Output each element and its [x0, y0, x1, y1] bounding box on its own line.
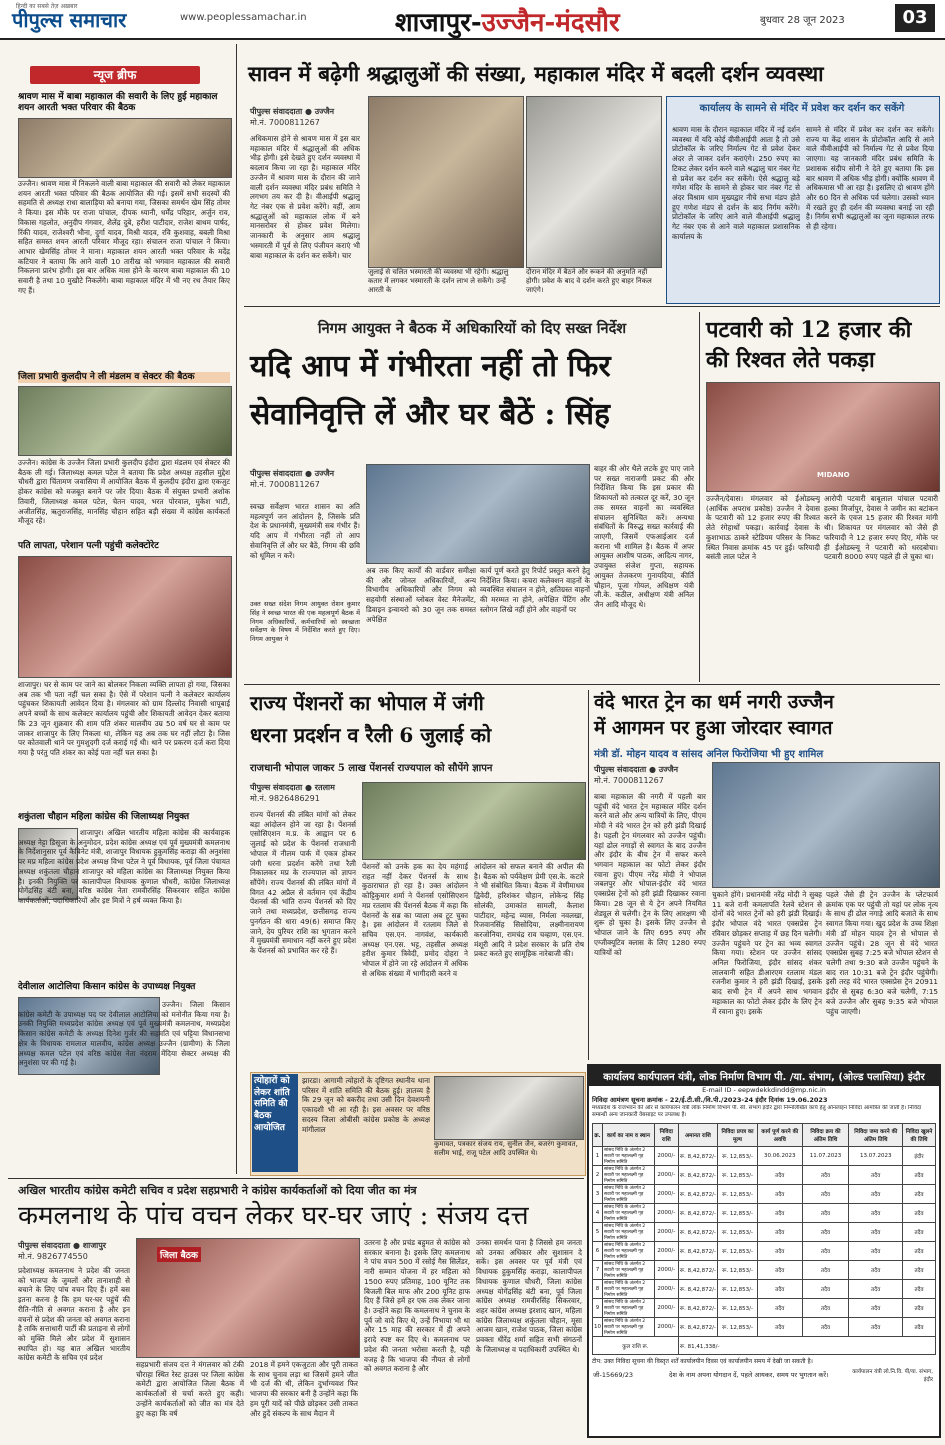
- byline-reporter: पीपुल्स संवाददाता ● रतलाम: [250, 783, 335, 792]
- story3-headline-2: की रिश्वत लेते पकड़ा: [706, 347, 875, 373]
- poster-text: जिला बैठक: [157, 1247, 201, 1262]
- tender-cell: सांसद निधि के अंतर्गत 2 सवारी पर महालक्ष्मी गृह निर्माण समिति: [603, 1318, 655, 1337]
- tender-cell: तदैव: [802, 1299, 849, 1318]
- story2-headline-1: यदि आप में गंभीरता नहीं तो फिर: [250, 349, 611, 384]
- tender-header-cell: निविदा राशि: [654, 1124, 678, 1147]
- tender-table: [592, 1123, 936, 1355]
- tender-cell: रू. 12,853/-: [717, 1185, 757, 1204]
- tender-cell: तदैव: [802, 1318, 849, 1337]
- story1-photo-2-caption: दौरान मंदिर में बैठने और रूकने की अनुमति नहीं होगी। प्रवेश के बाद वे दर्शन करते हुए बाहर निकल जाएंगे।: [526, 268, 652, 295]
- tender-signature: कार्यपालन यंत्री लो.नि.वि. पी/या. संभाग, इंदौर: [852, 1369, 933, 1383]
- story4-headline-1: राज्य पेंशनरों का भोपाल में जंगी: [250, 691, 484, 715]
- tender-cell: तदैव: [849, 1223, 903, 1242]
- story5-photo: [712, 762, 940, 888]
- story4-photo: [362, 782, 586, 860]
- column-divider: [236, 44, 237, 1174]
- story6-byline: [18, 1240, 136, 1262]
- tender-row: [593, 1166, 936, 1185]
- story6-col4: उतरना है और प्रचंड बहुमत से कांग्रेस को सरकार बनाना है। इसके लिए कमलनाथ ने पांच वचन 500 में रसोई गैस सिलेंडर, नारी सम्मान योजना में हर महिला को 1500 रुपए प्रतिमाह, 100 यूनिट तक बिजली बिल माफ और 200 यूनिट हाफ दिए हैं जिसे हमें हर एक तक लेकर जाना है। उन्होंने कहा कि कमलनाथ ने चुनाव के पूर्व जो वादे किए थे, उन्हें निभाया भी था और 15 माह की सरकार में ही अपने इरादे स्पष्ट कर दिए थे। कमलनाथ पर प्रदेश की जनता भरोसा करती है, यही वजह है कि भाजपा की नीयत से लोगों को अवगत कराना है और: [364, 1238, 470, 1374]
- tender-cell: तदैव: [802, 1166, 849, 1185]
- tender-total-value: रू. 81,41,338/-: [678, 1337, 935, 1355]
- tender-cell: रू. 12,853/-: [717, 1166, 757, 1185]
- tender-note: टीप: उक्त निविदा सूचना की विस्तृत शर्तें कार्यालयीन दिवस एवं कार्यालयीन समय में देखी जा सकती है।: [592, 1358, 813, 1365]
- tender-cell: रू. 8,42,872/-: [678, 1185, 717, 1204]
- story3-photo: [706, 382, 940, 492]
- tender-header-cell: कार्य पूर्ण करने की अवधि: [758, 1124, 802, 1147]
- tender-cell: रू. 8,42,872/-: [678, 1223, 717, 1242]
- story5-byline: [594, 764, 706, 786]
- tender-cell: तदैव: [849, 1299, 903, 1318]
- story2-photo: [366, 464, 590, 564]
- tender-intro: मध्यप्रदेश के राजभवन की ओर से कार्यपालन यंत्री लोक निर्माण विभाग पी. सी. संभाग इंदौर द्वारा निम्नलिखित कार्य हेतु ऑनलाइन निविदा आमंत्रित की जाती है। निविदा सम्बन्धी अन्य जानकारी वेबसाइट पर उपलब्ध है।: [592, 1105, 922, 1119]
- tender-cell: सांसद निधि के अंतर्गत 2 सवारी पर महालक्ष्मी गृह निर्माण समिति: [603, 1280, 655, 1299]
- tender-header-cell: कार्य का नाम व स्थान: [603, 1124, 655, 1147]
- byline-phone: मो.नं. 7000811267: [250, 118, 320, 127]
- byline-reporter: पीपुल्स संवाददाता ● उज्जैन: [250, 107, 335, 116]
- tender-cell: सांसद निधि के अंतर्गत 2 सवारी पर महालक्ष्मी गृह निर्माण समिति: [603, 1242, 655, 1261]
- tender-header-cell: निविदा जमा करने की अंतिम तिथि: [849, 1124, 903, 1147]
- brief-2-title: जिला प्रभारी कुलदीप ने ली मंडलम व सेक्टर की बैठक: [18, 372, 230, 383]
- tender-cell: रू. 8,42,872/-: [678, 1147, 717, 1166]
- tender-cell: रू. 12,853/-: [717, 1318, 757, 1337]
- tender-total-label: कुल राशि रू.: [593, 1337, 679, 1355]
- tender-cell: तदैव: [849, 1166, 903, 1185]
- story6-col1: प्रदेशाध्यक्ष कमलनाथ ने प्रदेश की जनता को भाजपा के जुमलों और तानाशाही से बचाने के लिए पांच वचन दिए हैं। हमें बस इतना करना है कि हम घर-घर पहुंचें की रीति-नीति से अवगत कराना है और इन वचनों से प्रदेश की जनता को अवगत कराना है ताकि सत्ताधारी पार्टी की प्रताड़ना से लोगों को मुक्ति मिले और प्रदेश में सुशासन स्थापित हो। यह बात अखिल भारतीय कांग्रेस कमेटी के सचिव एवं प्रदेश: [18, 1266, 130, 1363]
- tender-cell: तदैव: [849, 1242, 903, 1261]
- story6-photo: [136, 1238, 360, 1358]
- story2-byline: [250, 468, 360, 490]
- story1-photo-1-caption: जुलाई से चलित भस्मारती की व्यवस्था भी रहेगी। श्रद्धालु कतार में लगकर भस्मारती के दर्शन लाभ ले सकेंगे। उन्हें आरती के: [368, 268, 509, 295]
- story2-kicker: निगम आयुक्त ने बैठक में अधिकारियों को दिए सख्त निर्देश: [317, 320, 627, 337]
- story2-col5: बाहर की ओर थैले लटके हुए पाए जाने पर सख्त नाराजगी प्रकट की और निर्देशित किया कि इस प्रकार की शिकायतों को तत्काल दूर करें, 30 जून तक समस्त वाहनों का व्यवस्थित संचालन सुनिश्चित करें। अन्यथा संबंधितों के विरुद्ध सख्त कार्रवाई की जाएगी, जिसमें एफआईआर दर्ज कराना भी शामिल है। बैठक में अपर आयुक्त आशीष पाठक, आदित्य नागर, उपायुक्त संजेश गुप्ता, सहायक आयुक्त तेजकरण गुनायदिया, कीर्ति चौहान, पूजा गोयल, अधिक्षण यंत्री जी.के. कठील, अधीक्षण यंत्री अनिल जैन आदि मौजूद थे।: [594, 464, 694, 610]
- tender-cell: 2000/-: [654, 1261, 678, 1280]
- tender-row: [593, 1223, 936, 1242]
- column-divider: [588, 690, 589, 1060]
- brief-5-title: देवीलाल आटोलिया किसान कांग्रेस के उपाध्यक्ष नियुक्त: [18, 982, 196, 992]
- region-part-2: उज्जैन-मंदसौर: [481, 8, 620, 38]
- tender-cell: रू. 8,42,872/-: [678, 1261, 717, 1280]
- tender-cell: सांसद निधि के अंतर्गत 2 सवारी पर महालक्ष्मी गृह निर्माण समिति: [603, 1166, 655, 1185]
- section-rule: [8, 1178, 584, 1179]
- story6-kicker: अखिल भारतीय कांग्रेस कमेटी सचिव व प्रदेश सहप्रभारी ने कांग्रेस कार्यकर्ताओं को दिया जीत का मंत्र: [18, 1184, 417, 1197]
- story3-headline-1: पटवारी को 12 हजार की: [706, 317, 912, 343]
- section-rule: [244, 684, 940, 685]
- story1-col1: अधिकमास होने से श्रावण मास में इस बार महाकाल मंदिर में श्रद्धालुओं की अधिक भीड़ होगी। इसे देखते हुए दर्शन व्यवस्था में बदलाव किया जा रहा है। महाकाल मंदिर उज्जैन में श्रावण मास के दौरान की जाने वाली दर्शन व्यवस्था मंदिर प्रबंध समिति ने लगभग तय कर दी है। वीआईपी श्रद्धालु गेट नंबर एक से प्रवेश करेंगे। वहीं, आम श्रद्धालुओं को महाकाल लोक में बने मानसरोवर से होकर प्रवेश मिलेगा। जानकारी के अनुसार आम श्रद्धालु भस्मारती में पूर्व से लिए पंजीयन कराएं भी बाबा महाकाल के दर्शन कर सकेंगे। चार: [250, 134, 360, 260]
- story4-headline-2: धरना प्रदर्शन व रैली 6 जुलाई को: [250, 723, 492, 747]
- tender-cell: रू. 12,853/-: [717, 1280, 757, 1299]
- tender-cell: 10: [593, 1318, 603, 1337]
- tender-cell: तदैव: [903, 1166, 936, 1185]
- tender-cell: तदैव: [802, 1280, 849, 1299]
- tender-cell: तदैव: [758, 1242, 802, 1261]
- tender-cell: तदैव: [849, 1185, 903, 1204]
- tender-cell: इंदौर: [903, 1147, 936, 1166]
- tender-row: [593, 1280, 936, 1299]
- story6-headline: कमलनाथ के पांच वचन लेकर घर-घर जाएं : संजय दत्त: [18, 1201, 529, 1231]
- tender-cell: रू. 12,853/-: [717, 1261, 757, 1280]
- tender-cell: तदैव: [903, 1223, 936, 1242]
- tender-cell: तदैव: [802, 1223, 849, 1242]
- brief-4-title: शकुंतला चौहान महिला कांग्रेस की जिलाध्यक्ष नियुक्त: [18, 812, 190, 822]
- story2-col4: कार्य पूर्ण करते हुए रिपोर्ट प्रस्तुत करने हेतु निर्देशित किया। कचरा कलेक्शन वाहनों के व्यवस्थित संचालन न होने, क्षतिग्रस्त वाहनों की मरम्मत ना होने, अपेक्षित पेंटिंग और स्लोगन लिखे नहीं होने और वाहनों पर: [480, 566, 590, 614]
- tagline: हिन्दी का सबसे तेज़ अख़बार: [16, 3, 78, 10]
- story1-side-title: कार्यालय के सामने से मंदिर में प्रवेश कर दर्शन कर सकेंगे: [699, 103, 905, 114]
- tender-cell: तदैव: [802, 1261, 849, 1280]
- tender-cell: सांसद निधि के अंतर्गत 2 सवारी पर महालक्ष्मी गृह निर्माण समिति: [603, 1223, 655, 1242]
- tender-cell: सांसद निधि के अंतर्गत 2 सवारी पर महालक्ष्मी गृह निर्माण समिति: [603, 1185, 655, 1204]
- story5-headline-2: में आगमन पर हुआ जोरदार स्वागत: [594, 717, 833, 739]
- tender-cell: 2: [593, 1166, 603, 1185]
- tender-row: [593, 1147, 936, 1166]
- story4-col1: राज्य पेंशनर्स की लंबित मांगों को लेकर बड़ा आंदोलन होने जा रहा है। पेंशनर्स एसोसिएशन म.प्र. के आह्वान पर 6 जुलाई को प्रदेश के पेंशनर्स राजधानी भोपाल में नीलम पार्क में एकत्र होकर जंगी धरना प्रदर्शन करेंगे तथा रैली निकालकर मप्र के राज्यपाल को ज्ञापन सौंपेंगे। राज्य पेंशनर्स की लंबित मांगों में विगत 42 अप्रैल से वर्तमान एवं केंद्रीय पेंशनर्स की भांति राज्य पेंशनर्स को दिए जाने तथा मध्यप्रदेश, छत्तीसगढ़ राज्य पुनर्गठन की धारा 49(6) समाप्त किए जाने, देय पुरियर राशि का भुगतान करने में मुख्यमंत्री समाधान नहीं करने हुए प्रदेश के पेंशनर्स को प्रभावित कर रहे हैं।: [250, 810, 356, 956]
- story3-col1: उज्जैन/देवास। मंगलवार को ईओडब्ल्यू (आर्थिक अपराध प्रकोष्ठ) उज्जैन ने देवास के पटवारी को 12 हजार रुपए की रिश्वत लेते रंगेहाथों पकड़ा। कार्रवाई देवास के कुशाभाऊ ठाकरे स्टेडियम परिसर के निकट स्थित निवास क्रमांक 45 पर हुई। फरियादी बसंती लाल पटेल ने: [706, 494, 820, 562]
- story1-photo-2: [526, 96, 662, 268]
- brief-5-text: उज्जैन। जिला किसान कांग्रेस कमेटी के उपाध्यक्ष पद पर देवीलाल आटोलिया को मनोनीत किया गया है। उनकी नियुक्ति मध्यप्रदेश कांग्रेस अध्यक्ष एवं पूर्व मुख्यमंत्री कमलनाथ, मध्यप्रदेश किसान कांग्रेस कमेटी के अध्यक्ष दिनेश गुर्जर की सहमति एवं घट्टिया विधानसभा क्षेत्र के विधायक रामलाल मालवीय, कांग्रेस अध्यक्ष उज्जैन (ग्रामीण) के जिला अध्यक्ष कमल पटेल एवं वरिष्ठ कांग्रेस नेता नंदराम मेंदिया सेक्टर अध्यक्ष की अनुशंसा पर की गई है।: [18, 1000, 230, 1068]
- tender-cell: तदैव: [903, 1242, 936, 1261]
- brief-3-photo: [18, 556, 232, 678]
- tender-cell: सांसद निधि के अंतर्गत 2 सवारी पर महालक्ष्मी गृह निर्माण समिति: [603, 1147, 655, 1166]
- tender-cell: 5: [593, 1223, 603, 1242]
- tender-cell: 2000/-: [654, 1318, 678, 1337]
- tender-cell: तदैव: [849, 1261, 903, 1280]
- tender-cell: तदैव: [758, 1299, 802, 1318]
- tender-cell: 2000/-: [654, 1242, 678, 1261]
- tender-row: [593, 1242, 936, 1261]
- brief-3-title: पति लापता, परेशान पत्नी पहुंची कलेक्टोरेट: [18, 541, 159, 551]
- tender-cell: तदैव: [903, 1185, 936, 1204]
- story4-col3: आंदोलन को सफल बनाने की अपील की है। बैठक को पर्यवेक्षण प्रेमी एस.के. कटारे ने भी संबोधित किया। बैठक में वेणीमाधव द्विवेदी, हरिशंकर चौहान, लोकेन्द्र सिंह सोलंकी, उमाकांत सामली, कैलाश पाटीदार, महेन्द्र व्यास, निर्मला नवलखा, रिजवानसिंह सिसोदिया, लक्ष्मीनारायण करजोनिया, रामचंद्र राव चव्हाण, एस.एन. मंशूरी आदि ने प्रदेश सरकार के प्रति रोष प्रकट करते हुए सामूहिक नारेबाजी की।: [474, 862, 584, 959]
- brief-1-title: श्रावण मास में बाबा महाकाल की सवारी के लिए हुई महाकाल शयन आरती भक्त परिवार की बैठक: [18, 92, 218, 114]
- byline-phone: मो.नं. 7000811267: [594, 776, 664, 785]
- story6-col3: 2018 में हमने एकजुटता और पूरी ताकत के साथ चुनाव लड़ा था जिसमें हमने जीत भी दर्ज की थी, लेकिन दुर्भाग्यवश फिर भाजपा की सरकार बनी है उन्होंने कहा कि हम पूरी यादें को पीछे छोड़कर उसी ताकत और हुदें संकल्प के साथ मैदान में: [250, 1360, 358, 1418]
- tender-cell: तदैव: [758, 1280, 802, 1299]
- tender-cell: 2000/-: [654, 1147, 678, 1166]
- peace-box-caption: कुमावत, पत्रकार संजय राय, सुनील जैन, बजरंग कुमावत, सलीम भाई, राजू पटेल आदि उपस्थित थे।: [434, 1140, 578, 1158]
- tender-cell: तदैव: [849, 1280, 903, 1299]
- byline-reporter: पीपुल्स संवाददाता ● शाजापुर: [18, 1241, 107, 1250]
- tender-cell: 9: [593, 1299, 603, 1318]
- news-brief-label: न्यूज ब्रीफ: [30, 66, 200, 84]
- tender-cell: रू. 12,853/-: [717, 1299, 757, 1318]
- tender-row: [593, 1318, 936, 1337]
- tender-cell: 1: [593, 1147, 603, 1166]
- tender-ref: जी-15669/23: [593, 1371, 633, 1379]
- tender-row: [593, 1185, 936, 1204]
- photo-shirt-text: MIDANO: [817, 471, 850, 479]
- brand-logo: पीपुल्स समाचार: [12, 8, 127, 32]
- tender-cell: सांसद निधि के अंतर्गत 2 सवारी पर महालक्ष्मी गृह निर्माण समिति: [603, 1261, 655, 1280]
- story2-headline-2: सेवानिवृत्ति लें और घर बैठें : सिंह: [250, 397, 610, 432]
- story5-col2: चुकाने होंगे। प्रधानमंत्री नरेंद्र मोदी ने सुबह 11 बजे रानी कमलापति रेलवे स्टेशन से दोनों वंदे भारत ट्रेनों को हरी झंडी दिखाई। इंदौर भोपाल वंदे भारत एक्सप्रेस ट्रेन रविवार छोड़कर सप्ताह में छह दिन चलेगी। उज्जैन पहुंचने पर ट्रेन का भव्य स्वागत किया गया। स्टेशन पर उज्जैन सांसद अनिल फिरोजिया, इंदौर सांसद शंकर लालवानी सहित डीआरएम रतलाम मंडल रजनीश कुमार ने हरी झंडी दिखाई, इसके बाद सभी ट्रेन में अपने साथ भगवान महाकाल का फोटो लेकर इंदौर के लिए ट्रेन में रवाना हुए। इसके: [712, 890, 822, 1016]
- tender-cell: 2000/-: [654, 1299, 678, 1318]
- byline-phone: मो.नं. 9826774550: [18, 1252, 88, 1261]
- tender-cell: रू. 12,853/-: [717, 1242, 757, 1261]
- tender-cell: 3: [593, 1185, 603, 1204]
- tender-cell: तदैव: [802, 1242, 849, 1261]
- story6-col5: उनका समर्थन पाना है जिससे हम जनता को उनका अधिकार और सुशासन दे सकें। इस अवसर पर पूर्व मंत्री एवं विधायक हुकुमसिंह कराड़ा, कालापीपल विधायक कुणाल चौधरी, जिला कांग्रेस अध्यक्ष योगेंद्रसिंह बंटी बना, पूर्व जिला कांग्रेस अध्यक्ष रामवीरसिंह सिकरवार, शहर कांग्रेस अध्यक्ष इरशाद खान, महिला कांग्रेस जिलाध्यक्ष शकुंतला चौहान, मूसा आजम खान, राजेश पाठक, जिला कांग्रेस प्रवक्ता धीरेंद्र शर्मा सहित सभी संगठनों के जिलाध्यक्ष व पदाधिकारी उपस्थित थे।: [476, 1238, 582, 1354]
- tender-cell: 2000/-: [654, 1166, 678, 1185]
- tender-cell: 30.06.2023: [758, 1147, 802, 1166]
- tender-row: [593, 1204, 936, 1223]
- tender-cell: तदैव: [903, 1299, 936, 1318]
- tender-cell: 8: [593, 1280, 603, 1299]
- story1-side-col2: सामने से मंदिर में प्रवेश कर दर्शन कर सकेंगे। राज्य या केंद्र शासन के प्रोटोकॉल आदि से आने वाले वीवीआईपी को निर्माल्य गेट से प्रवेश दिया जाएगा। यह जानकारी मंदिर प्रबंध समिति के प्रशासक संदीप सोनी ने देते हुए बताया कि इस बार श्रावण में अधिक भीड़ होगी। क्योंकि श्रावण में अधिकमास भी आ रहा है। इसलिए दो श्रावण होंगे और 60 दिन से अधिक पर्व चलेगा। उसको ध्यान में रखते हुए ही दर्शन की व्यवस्था बनाई जा रही है। निर्गम सभी श्रद्धालुओं का जूना महाकाल तरफ से ही रहेगा।: [806, 125, 934, 232]
- tender-cell: सांसद निधि के अंतर्गत 2 सवारी पर महालक्ष्मी गृह निर्माण समिति: [603, 1204, 655, 1223]
- story4-byline: [250, 782, 360, 804]
- tender-cell: रू. 8,42,872/-: [678, 1166, 717, 1185]
- page-number: 03: [895, 4, 935, 32]
- tender-cell: 2000/-: [654, 1185, 678, 1204]
- tender-cell: रू. 8,42,872/-: [678, 1318, 717, 1337]
- byline-reporter: पीपुल्स संवाददाता ● उज्जैन: [250, 469, 335, 478]
- column-divider: [699, 312, 700, 682]
- tender-footer-slogan: देश के नाम अपना योगदान दें, पहले आयकर, समय पर भुगतान करें।: [669, 1371, 829, 1379]
- tender-cell: 7: [593, 1261, 603, 1280]
- tender-cell: तदैव: [903, 1261, 936, 1280]
- story1-headline: सावन में बढ़ेगी श्रद्धालुओं की संख्या, महाकाल मंदिर में बदली दर्शन व्यवस्था: [248, 61, 824, 86]
- story5-col1: बाबा महाकाल की नगरी में पहली बार पहुंची वंदे भारत ट्रेन महाकाल मंदिर दर्शन करने वाले और अन्य यात्रियों के लिए, पीएम मोदी ने वंदे भारत ट्रेन को हरी झंडी दिखाई है। पहली ट्रेन मंगलवार को उज्जैन पहुंची। यहां ढोल नगाड़ों से स्वागत के बाद उज्जैन और इंदौर के बीच ट्रेन में सफर करने भगवान महाकाल का फोटो लेकर इंदौर रवाना हुए। पीएम नरेंद्र मोदी ने भोपाल जबलपुर और भोपाल-इंदौर वंदे भारत एक्सप्रेस ट्रेनों को हरी झंडी दिखाकर रवाना किया। 28 जून से ये ट्रेन अपने नियमित शेड्यूल से चलेगी। ट्रेन के लिए आरक्षण भी शुरू हो चुका है। इसके लिए उज्जैन से भोपाल जाने के लिए 695 रुपए और एग्जीक्यूटिव क्लास के लिए 1280 रुपए यात्रियों को: [594, 792, 706, 957]
- tender-cell: रू. 8,42,872/-: [678, 1242, 717, 1261]
- story2-col2: उक्त सख्त संदेश निगम आयुक्त रोशन कुमार सिंह ने स्वच्छ भारत की एक महत्वपूर्ण बैठक में निगम अधिकारियों, कर्मचारियों को स्वच्छता सर्वेक्षण के विषय में निर्देशित करते हुए दिए। निगम आयुक्त ने: [250, 600, 360, 644]
- tender-row: [593, 1261, 936, 1280]
- tender-advertisement: [587, 1064, 941, 1438]
- tender-cell: तदैव: [758, 1223, 802, 1242]
- tender-cell: 6: [593, 1242, 603, 1261]
- story6-col2: सहप्रभारी संजय दत्त ने मंगलवार को टंकी चौराहा स्थित रेस्ट हाउस पर जिला कांग्रेस कमेटी द्वारा आयोजित जिला बैठक में कार्यकर्ताओं से चर्चा करते हुए कही। उन्होंने कार्यकर्ताओं को जीत का मंत्र देते हुए कहा कि वर्ष: [136, 1360, 244, 1418]
- tender-cell: तदैव: [758, 1204, 802, 1223]
- story4-col2: पेंशनरों को उनके हक का देय महंगाई राहत नहीं देकर पेंशनर्स के साथ कुठाराघात हो रहा है। उक्त आंदोलन कोट्टिकुमार शर्मा ने पेंशनर्स एसोसिएशन मप्र रतलाम की पेंशनर्स बैठक में कहा कि पेंशनरों के सब्र का प्याला अब टूट चुका है। इस आंदोलन में रतलाम जिले से सचिव एस.एन. नागवंश, कार्यकारी अध्यक्ष एन.एस. भट्ट, तहसील अध्यक्ष हरीश कुमार त्रिवेदी, प्रमोद दोहरा ने भोपाल में होने जा रहे आंदोलन में अधिक से अधिक संख्या में भागीदारी करने व: [362, 862, 468, 978]
- byline-phone: मो.नं. 9826486291: [250, 794, 320, 803]
- tender-cell: तदैव: [758, 1318, 802, 1337]
- tender-header-cell: निविदा खुलने की तिथि: [903, 1124, 936, 1147]
- byline-reporter: पीपुल्स संवाददाता ● उज्जैन: [594, 765, 679, 774]
- tender-cell: तदैव: [903, 1204, 936, 1223]
- tender-cell: रू. 12,853/-: [717, 1223, 757, 1242]
- dateline: बुधवार 28 जून 2023: [760, 15, 845, 26]
- story4-subhead: राजधानी भोपाल जाकर 5 लाख पेंशनर्स राज्यपाल को सौपेंगे ज्ञापन: [250, 763, 493, 774]
- story3-col2: आरोपी पटवारी बाबूलाल पांचाल पटवारी हल्का मिर्जापुर, देवास ने जमीन का बटांकन करने के एवज 15 हजार की रिश्वत मांगी थी। शिकायत पर मंगलवार को जैसे ही फरियादी ने 12 हजार रुपए दिए, मौके पर ही ईओडब्ल्यू ने पटवारी को धरदबोचा। पटवारी 8000 रुपए पहले ही ले चुका था।: [824, 494, 938, 562]
- story1-photo-1: [368, 96, 524, 268]
- tender-cell: रू. 12,853/-: [717, 1204, 757, 1223]
- tender-header-cell: निविदा क्रय की अंतिम तिथि: [802, 1124, 849, 1147]
- story1-byline: [250, 106, 360, 128]
- story2-col1: स्वच्छ सर्वेक्षण भारत शासन का अति महत्वपूर्ण जन आंदोलन है, जिसके प्रति देश के प्रधानमंत्री, मुख्यमंत्री सब गंभीर हैं। यदि आप में गंभीरता नहीं तो आप सेवानिवृत्ति लें और घर बैठें, निगम की छवि को धूमिल न करें।: [250, 502, 360, 560]
- tender-row: [593, 1299, 936, 1318]
- tender-cell: तदैव: [802, 1185, 849, 1204]
- story1-side-col1: श्रावण मास के दौरान महाकाल मंदिर में नई दर्शन व्यवस्था में यदि कोई वीवीआईपी आता है तो उसे प्रोटोकॉल के जरिए निर्माल्य गेट से प्रवेश देकर अंदर ले जाकर दर्शन कराएंगे। 250 रुपए का टिकट लेकर दर्शन करने वाले श्रद्धालु चार नंबर गेट से प्रवेश कर दर्शन कर सकेंगे। ऐसे श्रद्धालु बड़े गणेश मंदिर के सामने से होकर चार नंबर गेट से अंदर विश्राम धाम मुख्यद्वार नीचे सभा मंडप होते हुए गणेश मंडप से दर्शन के बाद निर्गम करेंगे। प्रोटोकॉल के जरिए आने वाले वीआईपी श्रद्धालु गेट नंबर एक से आने वाले महाकाल प्रशासनिक कार्यालय के: [672, 125, 800, 241]
- tender-cell: 2000/-: [654, 1280, 678, 1299]
- tender-notice: निविदा आमंत्रण सूचना क्रमांक - 22/ई.टी.सी./वि.पी./2023-24 इंदौर दिनांक 19.06.2023: [592, 1096, 828, 1104]
- tender-cell: रू. 12,853/-: [717, 1147, 757, 1166]
- tender-cell: तदैव: [758, 1185, 802, 1204]
- story5-subhead: मंत्री डॉ. मोहन यादव व सांसद अनिल फिरोजिया भी हुए शामिल: [594, 749, 824, 760]
- story2-col3: अब तक किए कार्यों की वार्डवार समीक्षा की और जोनल अधिकारियों, अन्य विभागीय अधिकारियों और निगम को सहयोगी संस्थाओं ग्लोबल वेस्ट मैनेजमेंट, डिवाइन इन्वायरो को 30 जून तक समस्त अपेक्षित: [366, 566, 476, 624]
- masthead: [0, 0, 945, 40]
- tender-cell: 4: [593, 1204, 603, 1223]
- brief-2-text: उज्जैन। कांग्रेस के उज्जैन जिला प्रभारी कुलदीप इंदौरा द्वारा मंडलम एवं सेक्टर की बैठक ली गई। जिलाध्यक्ष कमल पटेल ने बताया कि प्रदेश अध्यक्ष तहसील मुद्देश चौधरी द्वारा चिंतामण जवासिया में आयोजित बैठक में कुलदीप इंदौरा द्वारा एकजुट होकर कांग्रेस को मजबूत बनाने पर जोर दिया। बैठक में संयुक्त प्रभारी अशोक तिवारी, जिलाध्यक्ष कमल पटेल, चेतन यादव, भरत पोरवाल, मुकेश भाटी, अजीतसिंह, ऋतुराजसिंह, मानसिंह चौहान सहित बड़ी संख्या में कांग्रेस कार्यकर्ता मौजूद रहे।: [18, 458, 230, 526]
- tender-cell: रू. 8,42,872/-: [678, 1299, 717, 1318]
- story5-headline-1: वंदे भारत ट्रेन का धर्म नगरी उज्जैन: [594, 691, 834, 713]
- tender-cell: तदैव: [802, 1204, 849, 1223]
- tender-cell: तदैव: [849, 1204, 903, 1223]
- story5-col3: पहले जैसे ही ट्रेन उज्जैन के प्लेटफार्म क्रमांक एक पर पहुंची तो यहां पर लोक नृत्य के साथ ही ढोल नगाड़े आदि बजाते के साथ स्वागत किया गया। खुद प्रदेश के उच्च शिक्षा मंत्री डॉ मोहन यादव ट्रेन से भोपाल से उज्जैन पहुंचे। 28 जून से वंदे भारत एक्सप्रेस सुबह 7:25 बजे भोपाल स्टेशन से चलेगी तथा 9:30 बजे उज्जैन पहुंचने के बाद रात 10:31 बजे ट्रेन इंदौर पहुंचेगी। इसी तरह वंदे भारत एक्सप्रेस ट्रेन 20911 इंदौर से सुबह 6:30 बजे चलेगी, 7:15 बजे उज्जैन और सुबह 9:35 बजे भोपाल पहुंच जाएगी।: [826, 890, 938, 1016]
- brief-3-text: शाजापुर। घर से काम पर जाने का बोलकर निकला व्यक्ति लापता हो गया, जिसका अब तक भी पता नहीं चल सका है। ऐसे में परेशान पत्नी ने कलेक्टर कार्यालय पहुंचकर शिकायती आवेदन दिया है। मंगलवार को ग्राम दिल्लोद निवासी धापूबाई अपने बच्चों के साथ कलेक्टर कार्यालय पहुंची और शिकायती आवेदन देकर बताया कि 23 जून शुक्रवार की शाम पति शंकर मालवीय उम्र 50 वर्ष घर से काम पर जाकर शाजापुर के लिए निकला था, लेकिन यह अब तक घर नहीं लौटा है। जिस पर कोतवाली थाने पर गुमशुदगी दर्ज कराई गई थी। थाने पर प्रकरण दर्ज करा दिया गया है परंतु पति शंकर का कोई पता नहीं चल सका है।: [18, 680, 230, 758]
- tender-title: कार्यालय कार्यपालन यंत्री, लोक निर्माण विभाग पी. /या. संभाग, (ओल्ड पलासिया) इंदौर: [589, 1066, 939, 1086]
- brief-1-photo: [18, 118, 232, 178]
- site-url[interactable]: www.peoplessamachar.in: [180, 12, 307, 23]
- tender-cell: तदैव: [758, 1261, 802, 1280]
- section-rule: [244, 306, 940, 307]
- tender-cell: तदैव: [758, 1166, 802, 1185]
- tender-cell: 11.07.2023: [802, 1147, 849, 1166]
- tender-cell: रू. 8,42,872/-: [678, 1280, 717, 1299]
- tender-cell: तदैव: [903, 1280, 936, 1299]
- tender-cell: तदैव: [849, 1318, 903, 1337]
- brief-1-text: उज्जैन। श्रावण मास में निकलने वाली बाबा महाकाल की सवारी को लेकर महाकाल शयन आरती भक्त परिवार की बैठक आयोजित की गई। इसमें सभी सदस्यों की सहमति से अध्यक्ष राधा बालाड़िया को बनाया गया, जिसका समर्थन खेम सिंह तोमर ने किया। इस मौके पर राजा पांचाल, दीपक ध्यानी, धर्मेंद्र परिहार, अर्जुन राव, विकास गहलोत, अनुदीप गंगवार, शैलेंद्र दुबे, हरीश पाटीदार, राजेश बाथम पार्षद, रिंकी यादव, राजेश्वरी भौना, दुर्गा यादव, मिश्री यादव, रवि कुशवाह, बबली मिश्रा सहित समस्त शयन आरती परिवार मौजूद रहा। संचालन राजा पांचाल ने किया। आभार खेमसिंह तोमर ने माना। महाकाल शयन आरती भक्त परिवार के मदेंद्र कटियार ने बताया कि आने वाली 10 तारीख को भगवान महाकाल की सवारी निकलना प्रारंभ होगी। इस बार अधिक मास होने के कारण बाबा महाकाल की 10 सवारी है तथा 10 मुखौटे निकलेंगे। बाबा महाकाल मंदिर में भी नए रथ तैयार किए गए हैं।: [18, 179, 230, 295]
- byline-phone: मो.नं. 7000811267: [250, 480, 320, 489]
- tender-cell: 2000/-: [654, 1223, 678, 1242]
- tender-header-cell: क्र.: [593, 1124, 603, 1147]
- brief-4-text: शाजापुर। अखिल भारतीय महिला कांग्रेस की कार्यवाहक अध्यक्ष नेट्टा डिसूजा के अनुमोदन, प्रदेश कांग्रेस अध्यक्ष एवं पूर्व मुख्यमंत्री कमलनाथ के निर्देशानुसार पूर्व कैबिनेट मंत्री, शाजापुर विधायक हुकुमसिंह कराड़ा की अनुशंसा पर मप्र महिला कांग्रेस प्रदेश अध्यक्ष विभा पटेल ने पूर्व विधायक, पूर्व जिला पंचायत अध्यक्ष शकुंतला चौहान शाजापुर को महिला कांग्रेस का जिलाध्यक्ष नियुक्त किया है। इनकी नियुक्ति पर कालापीपल विधायक कुणाल चौधरी, कांग्रेस जिलाध्यक्ष योगेंद्रसिंह बंटी बना, वरिष्ठ कांग्रेस नेता रामवीरसिंह सिकरवार सहित कांग्रेस कार्यकर्ताओं, पदाधिकारियों और इष्ट मित्रों ने हर्ष व्यक्त किया है।: [18, 828, 230, 906]
- tender-header-cell: अमानत राशि: [678, 1124, 717, 1147]
- tender-cell: रू. 8,42,872/-: [678, 1204, 717, 1223]
- peace-box-title: त्योहारों को लेकर शांति समिति की बैठक आयोजित: [252, 1074, 298, 1172]
- peace-box-text: झारडा। आगामी त्योहारों के दृष्टिगत स्थानीय थाना परिसर में शांति समिति की बैठक हुई। ज्ञातव्य है कि 29 जून को बकरीद तथा उसी दिन देवशयनी एकादशी भी आ रही है। इस अवसर पर वरिष्ठ सदस्य जिला ओबीसी कांग्रेस प्रकोष्ठ के अध्यक्ष मांगीलाल: [302, 1076, 430, 1134]
- tender-cell: 13.07.2023: [849, 1147, 903, 1166]
- tender-cell: सांसद निधि के अंतर्गत 2 सवारी पर महालक्ष्मी गृह निर्माण समिति: [603, 1299, 655, 1318]
- tender-email: E-mail ID - eepwdekkdindd@mp.nic.in: [702, 1086, 826, 1094]
- region-title: [395, 3, 620, 39]
- tender-cell: तदैव: [903, 1318, 936, 1337]
- region-part-1: शाजापुर-: [395, 8, 482, 38]
- tender-header-cell: निविदा प्रपत्र का मूल्य: [717, 1124, 757, 1147]
- peace-box-photo: [434, 1076, 584, 1140]
- brief-2-photo: [18, 386, 232, 456]
- tender-cell: 2000/-: [654, 1204, 678, 1223]
